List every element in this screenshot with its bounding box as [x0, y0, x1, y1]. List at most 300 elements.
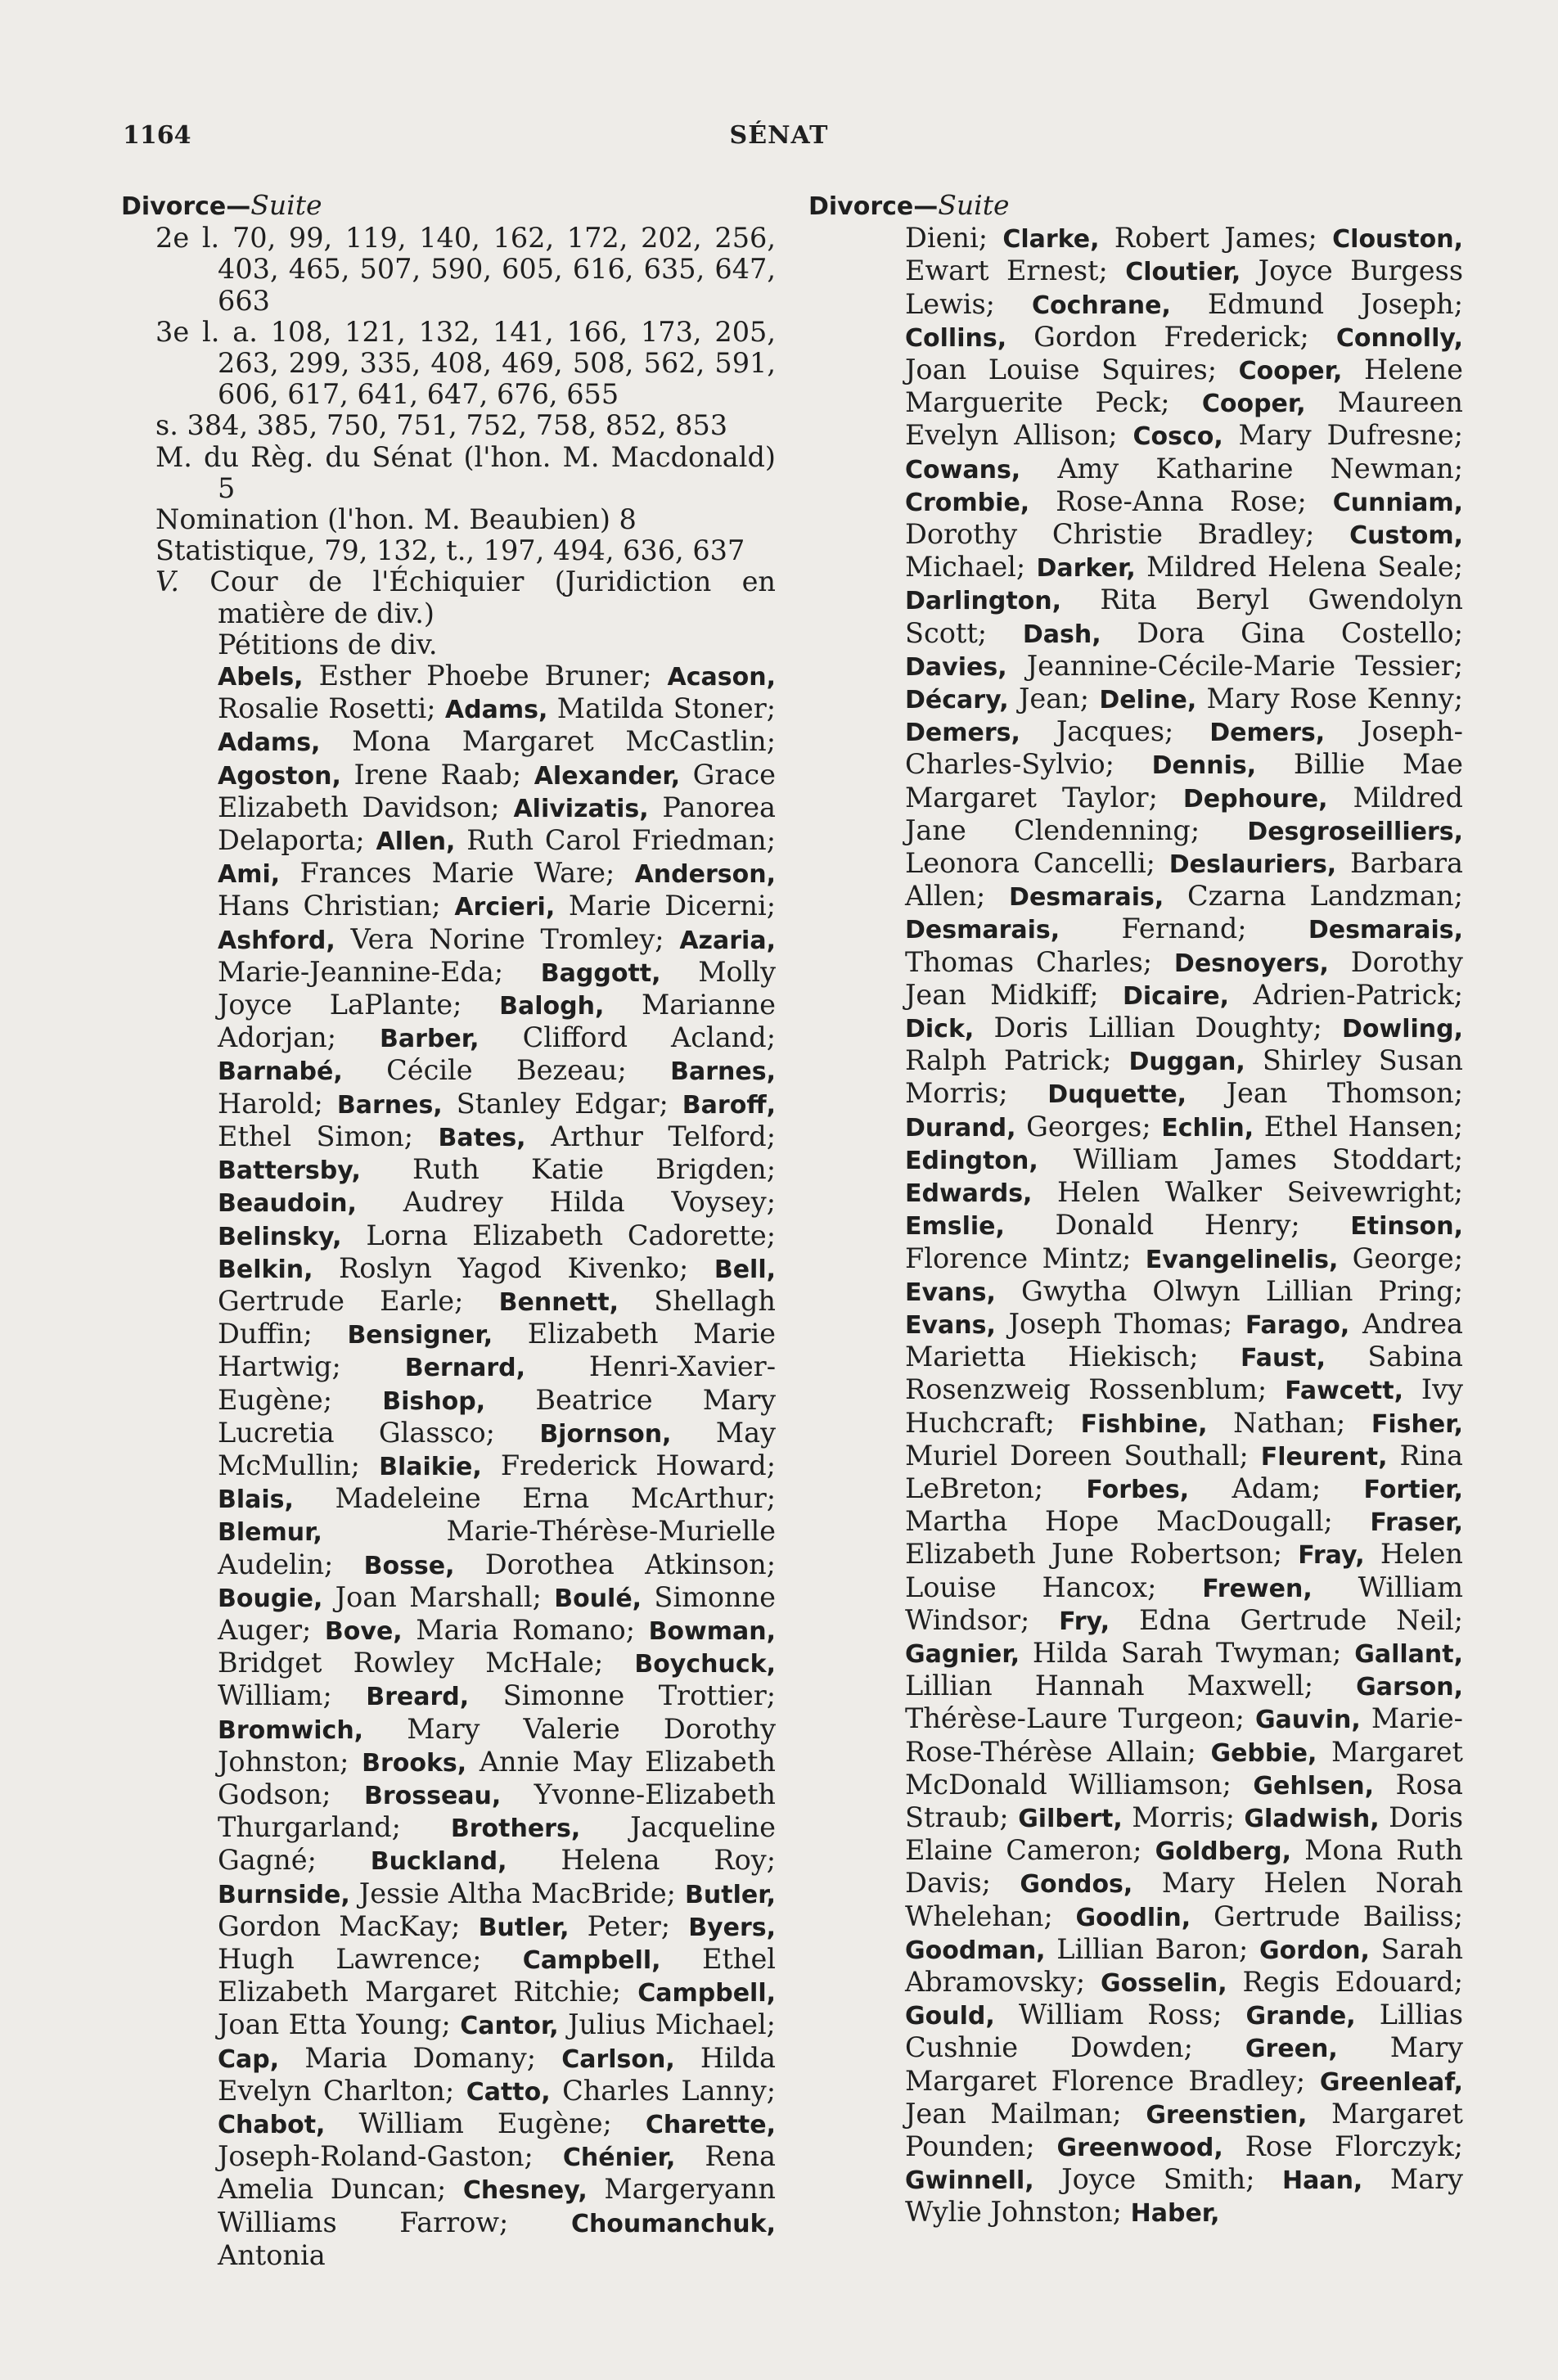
petition-entry	[376, 824, 776, 856]
petitioner-surname: Echlin,	[1161, 1113, 1254, 1143]
petitioner-surname: Blemur,	[218, 1518, 322, 1548]
petitioner-given-names: Marie Dicerni;	[568, 890, 777, 922]
petitioner-surname: Gilbert,	[1018, 1804, 1123, 1833]
petitioner-surname: Desmarais,	[905, 916, 1060, 945]
petitioner-given-names: Hugh Lawrence;	[218, 1942, 482, 1975]
petitioner-given-names: Andrea Marietta Hiekisch;	[905, 1307, 1463, 1373]
petitioner-surname: Dephoure,	[1182, 784, 1328, 814]
petitioner-surname: Gordon,	[1259, 1936, 1370, 1965]
petitioner-given-names: Mildred Jane Clendenning;	[905, 781, 1463, 846]
petitioner-given-names: Charles Lanny;	[562, 2074, 777, 2107]
petitioner-given-names: Dorothea Atkinson;	[484, 1548, 776, 1580]
petitioner-given-names: Ralph Patrick;	[905, 1044, 1112, 1077]
petitioner-given-names: Clifford Acland;	[522, 1021, 776, 1054]
petitioner-given-names: Mona Ruth Davis;	[905, 1834, 1463, 1900]
petitioner-surname: Boulé,	[554, 1584, 642, 1613]
petitioner-surname: Bougie,	[218, 1584, 323, 1613]
petitioner-given-names: Gordon Frederick;	[1033, 320, 1309, 353]
petitioner-surname: Bernard,	[404, 1354, 525, 1383]
petitioner-given-names: Stanley Edgar;	[456, 1087, 669, 1120]
petitioner-given-names: William Ross;	[1018, 1999, 1223, 2031]
petition-entry	[1123, 979, 1463, 1011]
petitioner-given-names: Jessie Altha MacBride;	[358, 1877, 676, 1909]
petitioner-surname: Breard,	[366, 1683, 470, 1712]
petitioner-surname: Chabot,	[218, 2110, 326, 2139]
petition-entry	[905, 1209, 1300, 1241]
petitioner-given-names: Robert James;	[1114, 222, 1317, 255]
petitioner-surname: Cochrane,	[1031, 291, 1171, 320]
petitioner-given-names: Antonia	[218, 2238, 326, 2271]
petitioner-given-names: William James Stoddart;	[1073, 1143, 1463, 1175]
petitioner-surname: Bell,	[714, 1255, 777, 1284]
reading-pages: 70, 99, 119, 140, 162, 172, 202, 256, 403, 465, 507, 590, 605, 616, 635, 647, 663	[218, 222, 776, 317]
petitioner-given-names: Jean;	[1018, 683, 1090, 715]
petition-entry	[1146, 1242, 1463, 1274]
petitioner-given-names: Annie May Elizabeth Godson;	[218, 1745, 776, 1810]
petitioner-surname: Farago,	[1245, 1310, 1350, 1340]
petition-entry	[218, 923, 664, 955]
petitioner-surname: Faust,	[1241, 1344, 1326, 1373]
petitioner-surname: Durand,	[905, 1113, 1016, 1143]
petitioner-surname: Gondos,	[1020, 1870, 1133, 1900]
petition-entry	[1018, 1801, 1235, 1833]
petitioner-given-names: Leonora Cancelli;	[905, 847, 1155, 880]
page-header	[123, 121, 1435, 162]
petitioner-surname: Cantor,	[460, 2012, 559, 2041]
petitioner-given-names: Marie-Jeannine-Eda;	[218, 955, 504, 988]
petitioner-surname: Barnes,	[670, 1057, 776, 1087]
petitioner-given-names: Joan Marshall;	[335, 1580, 542, 1613]
petitioner-given-names: Dorothy Christie Bradley;	[905, 518, 1315, 551]
petitioner-surname: Etinson,	[1350, 1212, 1463, 1242]
petitioner-surname: Clouston,	[1332, 225, 1463, 255]
petitioner-given-names: Vera Norine Tromley;	[350, 922, 664, 955]
petitioner-surname: Bates,	[438, 1123, 526, 1152]
petitioner-surname: Fray,	[1298, 1541, 1365, 1571]
petitioner-surname: Clarke,	[1002, 225, 1100, 255]
petitioner-surname: Crombie,	[905, 488, 1030, 517]
petitioner-given-names: Martha Hope MacDougall;	[905, 1505, 1333, 1538]
petitioner-surname: Campbell,	[522, 1945, 661, 1975]
petitioner-surname: Boychuck,	[634, 1650, 776, 1679]
petitioner-surname: Fishbine,	[1080, 1409, 1208, 1439]
petitioner-given-names: Mary Rose Kenny;	[1206, 683, 1463, 715]
petitioner-given-names: Gwytha Olwyn Lillian Pring;	[1020, 1274, 1463, 1307]
petitioner-given-names: Margaret McDonald Williamson;	[905, 1735, 1463, 1801]
petitioner-given-names: Fernand;	[1121, 913, 1247, 945]
section-heading	[808, 190, 1463, 223]
petitioner-given-names: May McMullin;	[218, 1416, 776, 1481]
petitioner-surname: Connolly,	[1335, 323, 1463, 353]
petitioner-given-names: Sabina Rosenzweig Rossenblum;	[905, 1341, 1463, 1406]
petitioner-given-names: Joseph-Charles-Sylvio;	[905, 715, 1463, 781]
petitioner-given-names: Helene Marguerite Peck;	[905, 354, 1463, 419]
petitioner-given-names: Doris Elaine Cameron;	[905, 1801, 1464, 1867]
petition-entry	[466, 2075, 776, 2107]
petitioner-given-names: Thomas Charles;	[905, 945, 1153, 978]
petitioner-given-names: Muriel Doreen Southall;	[905, 1439, 1249, 1472]
petition-entry	[460, 2008, 776, 2040]
petitioner-given-names: Frances Marie Ware;	[299, 857, 615, 890]
petitioner-given-names: Beatrice Mary Lucretia Glassco;	[218, 1383, 777, 1449]
petitioner-surname: Davies,	[905, 652, 1007, 682]
petitioner-surname: Cosco,	[1132, 422, 1223, 452]
petitioner-given-names: Mildred Helena Seale;	[1146, 551, 1464, 584]
petitioner-given-names: Mary Margaret Florence Bradley;	[905, 2031, 1464, 2097]
petitioner-given-names: Lillian Baron;	[1056, 1932, 1249, 1965]
petitioner-given-names: Georges;	[1026, 1110, 1151, 1143]
petitioner-surname: Baggott,	[540, 958, 661, 988]
petitioner-given-names: Shellagh Duffin;	[218, 1284, 776, 1350]
petitioner-surname: Desmarais,	[1308, 916, 1464, 945]
petition-entry	[1032, 288, 1463, 320]
petitioner-given-names: Joseph Thomas;	[1008, 1307, 1233, 1340]
petitioner-given-names: Simonne Trottier;	[502, 1679, 777, 1712]
petitioner-given-names: Rita Beryl Gwendolyn Scott;	[905, 584, 1463, 649]
petition-entry	[905, 1637, 1341, 1669]
petitioner-given-names: Sarah Abramovsky;	[905, 1932, 1464, 1998]
petition-entry	[1057, 2130, 1464, 2162]
heading-term: Divorce—	[121, 192, 251, 221]
misc-entry: Statistique, 79, 132, t., 197, 494, 636, 637	[155, 534, 745, 567]
petitioner-surname: Darlington,	[905, 587, 1062, 616]
petitioner-surname: Brosseau,	[363, 1781, 502, 1810]
petitioner-given-names: Julius Michael;	[568, 2008, 776, 2041]
petitioner-given-names: Jacques;	[1056, 715, 1174, 748]
petitioner-given-names: Irene Raab;	[353, 758, 522, 791]
petition-entry	[905, 1933, 1248, 1965]
reading-line-2	[121, 223, 776, 317]
petitioner-given-names: Rena Amelia Duncan;	[218, 2140, 776, 2206]
misc-entry: M. du Règ. du Sénat (l'hon. M. Macdonald) 5	[155, 440, 776, 504]
petitioner-given-names: Simonne Auger;	[218, 1580, 776, 1646]
continued-name: Dieni;	[905, 222, 988, 255]
petition-entry	[325, 1614, 635, 1646]
petition-entry	[1002, 222, 1317, 254]
petitioner-surname: Fry,	[1059, 1607, 1110, 1636]
petitioner-surname: Desgroseilliers,	[1247, 817, 1464, 846]
petitioner-surname: Emslie,	[905, 1212, 1005, 1242]
petitioner-surname: Gwinnell,	[905, 2166, 1034, 2196]
petition-entry	[1047, 1077, 1463, 1109]
petitioner-given-names: Jean Thomson;	[1226, 1077, 1463, 1110]
petition-entry	[218, 1186, 776, 1218]
reading-label: 2e l.	[155, 222, 220, 255]
petitions-label: Pétitions de div.	[218, 628, 438, 660]
petitioner-surname: Dicaire,	[1123, 981, 1230, 1011]
petitioner-given-names: Helen Walker Seivewright;	[1057, 1176, 1463, 1209]
petition-entry	[1132, 419, 1463, 451]
petition-entry	[1023, 617, 1463, 649]
petition-entry	[380, 1021, 776, 1053]
see-reference	[121, 566, 776, 629]
petition-entry	[454, 890, 776, 922]
section-heading	[121, 190, 776, 223]
petitioner-given-names: Grace Elizabeth Davidson;	[218, 758, 777, 823]
petition-entry	[218, 1054, 627, 1086]
petitioner-given-names: Shirley Susan Morris;	[905, 1044, 1463, 1110]
petition-entry	[905, 1308, 1232, 1340]
petitioner-surname: Deslauriers,	[1168, 850, 1337, 880]
petition-entry	[371, 1844, 776, 1876]
petitioner-surname: Byers,	[688, 1913, 777, 1942]
petition-entry	[479, 1910, 671, 1942]
petitioner-surname: Décary,	[905, 686, 1009, 715]
petitioner-surname: Gallant,	[1354, 1639, 1463, 1669]
petition-entry	[218, 2107, 612, 2139]
petitioner-given-names: Rosalie Rosetti;	[218, 692, 436, 725]
petitioner-surname: Beaudoin,	[218, 1189, 357, 1219]
petitioner-surname: Frewen,	[1202, 1574, 1313, 1603]
petitioner-surname: Chénier,	[562, 2143, 676, 2173]
petitioner-surname: Bishop,	[382, 1386, 486, 1416]
see-marker: V.	[155, 566, 179, 598]
petitioner-given-names: Ethel Hansen;	[1263, 1110, 1464, 1143]
petitioner-given-names: Florence Mintz;	[905, 1242, 1132, 1274]
petitioner-surname: Fortier,	[1363, 1475, 1463, 1504]
petitioner-surname: Fleurent,	[1260, 1442, 1388, 1472]
petitioner-surname: Ashford,	[218, 926, 335, 955]
petitioner-surname: Goodman,	[905, 1936, 1046, 1965]
petitioner-surname: Evans,	[905, 1278, 996, 1307]
petition-entry	[218, 1482, 776, 1514]
petition-entry	[1099, 683, 1463, 714]
petitioner-surname: Greenleaf,	[1319, 2067, 1463, 2097]
petition-entry	[218, 1153, 776, 1185]
petitioner-surname: Belkin,	[218, 1255, 313, 1284]
petitioner-given-names: Frederick Howard;	[500, 1449, 776, 1481]
petitioner-given-names: Roslyn Yagod Kivenko;	[339, 1251, 689, 1284]
petition-entry	[1076, 1900, 1463, 1932]
petition-entry	[1086, 1472, 1321, 1504]
petitioner-given-names: Rosa Straub;	[905, 1768, 1463, 1833]
petitioner-given-names: Mary Valerie Dorothy Johnston;	[218, 1712, 776, 1778]
petitioner-given-names: George;	[1352, 1242, 1463, 1274]
reading-line-3	[121, 317, 776, 411]
petitioner-surname: Collins,	[905, 323, 1007, 353]
petition-entry	[905, 485, 1307, 517]
petition-entry	[445, 692, 776, 724]
petitioner-surname: Haan,	[1281, 2166, 1363, 2196]
petitioner-surname: Gagnier,	[905, 1639, 1020, 1669]
petitioner-surname: Brothers,	[450, 1814, 581, 1844]
petitioner-given-names: Gertrude Earle;	[218, 1284, 464, 1317]
petition-entry	[218, 1252, 688, 1284]
petitioner-given-names: Jean Mailman;	[905, 2097, 1122, 2130]
heading-suite: Suite	[250, 189, 322, 221]
reading-pages: 108, 121, 132, 141, 166, 173, 205, 263, 299, 335, 408, 469, 508, 562, 591, 606, 617, 641, 647, 676, 655	[218, 315, 776, 411]
petition-entry	[1081, 1407, 1346, 1439]
petitioner-surname: Agoston,	[218, 761, 341, 791]
petition-entry	[905, 1143, 1463, 1175]
petitioner-surname: Buckland,	[370, 1847, 507, 1877]
petitioner-surname: Darker,	[1036, 554, 1136, 584]
petitioner-surname: Allen,	[376, 827, 456, 857]
petitioner-surname: Azaria,	[679, 926, 776, 955]
left-column	[121, 190, 776, 2271]
petitioner-given-names: Joan Etta Young;	[218, 2008, 451, 2041]
petitioner-given-names: Arthur Telford;	[551, 1120, 777, 1152]
petitioner-surname: Edington,	[905, 1146, 1038, 1175]
petitioner-surname: Abels,	[218, 663, 304, 692]
petition-entry	[905, 683, 1089, 714]
petitioner-given-names: Jeannine-Cécile-Marie Tessier;	[1026, 649, 1463, 682]
petitioner-given-names: Lillian Hannah Maxwell;	[905, 1670, 1314, 1702]
petition-entry	[218, 759, 521, 791]
petitioner-given-names: Ethel Simon;	[218, 1120, 413, 1152]
petitioner-given-names: Yvonne-Elizabeth Thurgarland;	[218, 1778, 776, 1844]
heading-term: Divorce—	[808, 192, 939, 221]
petitioner-surname: Cowans,	[905, 455, 1021, 485]
petitioner-given-names: Michael;	[905, 551, 1026, 584]
petitioner-given-names: Lorna Elizabeth Cadorette;	[366, 1219, 776, 1251]
petitioner-given-names: Ruth Katie Brigden;	[412, 1153, 776, 1186]
petitioner-surname: Adams,	[444, 696, 548, 725]
petition-entry	[905, 1275, 1463, 1307]
petitioner-surname: Barber,	[380, 1025, 480, 1054]
petitioner-given-names: Barbara Allen;	[905, 847, 1463, 913]
petitioner-given-names: Gordon MacKay;	[218, 1909, 461, 1942]
petitioner-surname: Greenstien,	[1146, 2100, 1308, 2130]
petitioner-surname: Arcieri,	[454, 893, 556, 922]
petitioner-given-names: Maria Domany;	[304, 2041, 537, 2074]
petition-entry	[905, 650, 1463, 682]
petitioner-surname: Carlson,	[561, 2044, 675, 2074]
petition-entry	[218, 2042, 536, 2074]
petition-entry	[905, 1999, 1222, 2031]
petition-entry	[218, 660, 652, 692]
petitioner-given-names: Donald Henry;	[1055, 1209, 1300, 1242]
petitioner-surname: Gauvin,	[1254, 1706, 1361, 1735]
petitioner-surname: Gehlsen,	[1253, 1771, 1374, 1801]
petitioner-given-names: Marianne Adorjan;	[218, 989, 776, 1054]
petitioner-given-names: Margeryann Williams Farrow;	[218, 2173, 776, 2238]
petitioner-given-names: Audrey Hilda Voysey;	[403, 1186, 776, 1219]
petitioner-given-names: Rina LeBreton;	[905, 1439, 1463, 1504]
petitioner-given-names: Mona Margaret McCastlin;	[352, 725, 776, 758]
petitioner-surname: Bensigner,	[347, 1321, 493, 1350]
petitioner-given-names: Dorothy Jean Midkiff;	[905, 945, 1463, 1011]
petitioner-given-names: Harold;	[218, 1087, 323, 1120]
petition-entry	[1009, 880, 1463, 912]
petitioner-surname: Forbes,	[1086, 1475, 1190, 1504]
petitioner-given-names: Rose Florczyk;	[1245, 2130, 1464, 2162]
petitioner-given-names: William Eugène;	[358, 2107, 612, 2139]
petition-entry	[905, 913, 1247, 944]
petitioner-surname: Green,	[1245, 2035, 1338, 2064]
right-column	[808, 190, 1463, 2230]
petitioner-surname: Alexander,	[534, 761, 681, 791]
petitioner-surname: Garson,	[1356, 1673, 1463, 1702]
petitioner-surname: Brooks,	[362, 1748, 467, 1778]
petitioner-surname: Adams,	[218, 728, 321, 758]
petition-entry	[218, 1219, 776, 1251]
petition-entry	[379, 1449, 776, 1481]
petitioner-surname: Bowman,	[648, 1616, 777, 1646]
reading-label: 3e l. a.	[155, 315, 258, 348]
petitioner-given-names: Bridget Rowley McHale;	[218, 1647, 604, 1679]
petitioner-given-names: Helena Roy;	[561, 1844, 776, 1877]
petition-entry	[439, 1120, 777, 1152]
petitioner-surname: Blaikie,	[379, 1452, 482, 1481]
petitioner-given-names: Peter;	[587, 1909, 671, 1942]
petitioner-surname: Alivizatis,	[513, 794, 649, 823]
petitioner-surname: Acason,	[667, 663, 777, 692]
petitioner-surname: Dowling,	[1341, 1015, 1463, 1044]
petitioner-surname: Butler,	[685, 1880, 776, 1909]
petitioner-given-names: Hilda Sarah Twyman;	[1032, 1636, 1342, 1669]
petition-entry	[905, 2163, 1254, 2195]
petitioner-surname: Cunniam,	[1332, 488, 1464, 517]
petitioner-given-names: Lillias Cushnie Dowden;	[905, 1999, 1464, 2064]
petitioner-given-names: Cécile Bezeau;	[386, 1054, 627, 1087]
petitioner-surname: Choumanchuk,	[570, 2209, 776, 2238]
petitioner-given-names: William;	[218, 1679, 332, 1712]
petitioner-given-names: Henri-Xavier-Eugène;	[218, 1350, 777, 1416]
petitioner-surname: Belinsky,	[218, 1222, 342, 1251]
petitioner-given-names: Marie-Rose-Thérèse Allain;	[905, 1702, 1463, 1768]
petitioner-given-names: Ethel Elizabeth Margaret Ritchie;	[218, 1942, 777, 2008]
petitioner-surname: Barnabé,	[218, 1057, 343, 1087]
petitioner-given-names: Molly Joyce LaPlante;	[218, 955, 777, 1021]
petitioner-given-names: Edna Gertrude Neil;	[1139, 1603, 1464, 1636]
petitioner-surname: Charette,	[645, 2110, 777, 2139]
petitioner-surname: Fawcett,	[1285, 1377, 1403, 1406]
petitioner-surname: Edwards,	[905, 1179, 1033, 1209]
petitioner-surname: Evans,	[905, 1310, 996, 1340]
petitioner-surname: Grande,	[1245, 2002, 1356, 2031]
petitioner-surname: Anderson,	[634, 860, 776, 890]
petitioner-given-names: Thérèse-Laure Turgeon;	[905, 1702, 1245, 1735]
petitioner-surname: Gladwish,	[1244, 1804, 1380, 1833]
petition-entry	[905, 453, 1463, 485]
petitioner-surname: Butler,	[478, 1913, 570, 1942]
petition-entry	[905, 1012, 1322, 1044]
petition-entry	[1059, 1604, 1463, 1636]
petitioner-given-names: Jacqueline Gagné;	[218, 1811, 776, 1877]
sanction-line	[121, 410, 776, 441]
petitioner-given-names: Helen Louise Hancox;	[905, 1538, 1463, 1603]
petitioner-given-names: Joyce Burgess Lewis;	[905, 255, 1464, 320]
petition-entry	[1101, 1966, 1463, 1998]
petition-entry	[1131, 2196, 1220, 2228]
petitioner-surname: Gould,	[905, 2002, 995, 2031]
petitioner-surname: Balogh,	[499, 992, 605, 1021]
petitioner-given-names: Hilda Evelyn Charlton;	[218, 2041, 776, 2107]
petition-entry	[905, 1176, 1463, 1208]
petition-entry	[366, 1679, 776, 1711]
petitioner-surname: Evangelinelis,	[1145, 1245, 1339, 1274]
petitioner-given-names: Morris;	[1132, 1801, 1235, 1833]
petitioner-given-names: Amy Katharine Newman;	[1057, 452, 1463, 485]
petitioner-given-names: Mary Dufresne;	[1238, 419, 1463, 452]
see-text: Cour de l'Échiquier (Juridiction en matière de div.)	[209, 566, 776, 629]
petition-entry	[218, 1581, 542, 1613]
petitions-list	[808, 223, 1463, 2229]
petitioner-surname: Cloutier,	[1125, 258, 1241, 287]
petitioner-surname: Catto,	[466, 2077, 551, 2107]
petition-entry	[1037, 551, 1463, 583]
petitioner-surname: Dick,	[905, 1015, 975, 1044]
petitioner-given-names: Mary Helen Norah Whelehan;	[905, 1867, 1463, 1932]
petitioner-surname: Burnside,	[218, 1880, 350, 1909]
petitioner-surname: Dennis,	[1151, 751, 1257, 781]
petitioner-given-names: Mary Wylie Johnston;	[905, 2163, 1464, 2229]
petitioner-surname: Ami,	[218, 860, 281, 890]
petitioner-given-names: Billie Mae Margaret Taylor;	[905, 748, 1463, 814]
petitioner-surname: Goodlin,	[1075, 1903, 1191, 1932]
petitioner-given-names: Elizabeth Marie Hartwig;	[218, 1318, 776, 1383]
